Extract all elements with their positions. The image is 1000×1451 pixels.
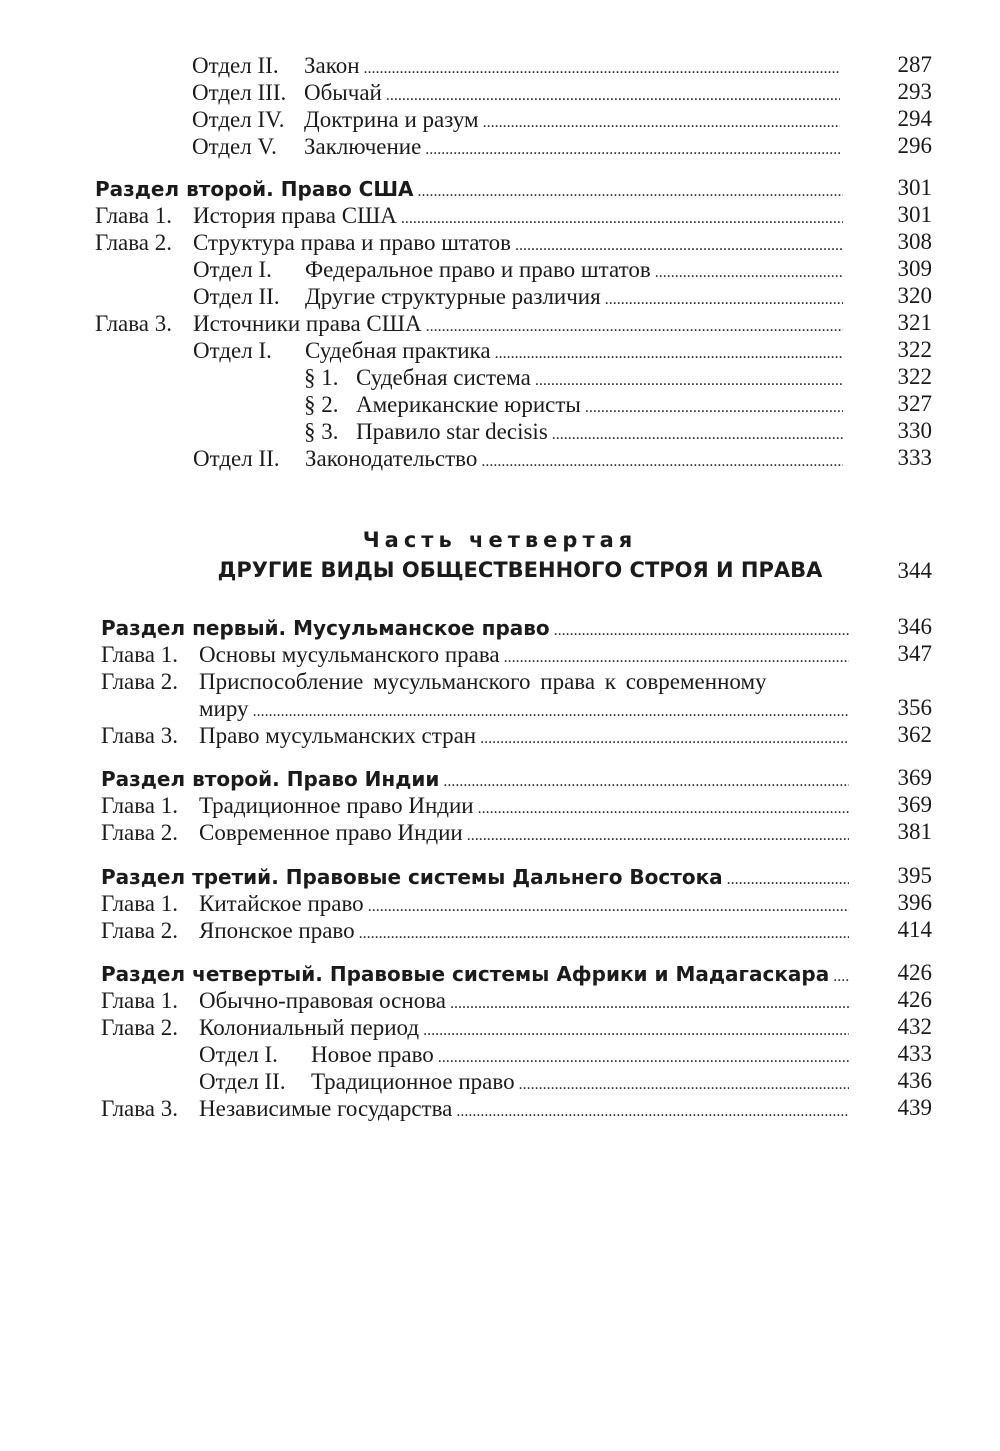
page-number: 414 [897,917,932,942]
entry-title: Основы мусульманского права [199,642,500,667]
page-number: 322 [897,364,932,389]
leader-dots [519,1068,849,1098]
page-number: 301 [897,202,932,227]
leader-dots [425,133,840,163]
toc-entry [101,1014,853,1044]
entry-label: Глава 2. [101,1015,179,1040]
leader-dots [450,987,849,1017]
leader-dots [438,1041,849,1071]
page-number: 347 [897,641,932,666]
part-kicker: Часть четвертая [362,528,638,552]
entry-label: § 3. [304,419,339,444]
leader-dots [426,310,843,340]
entry-label: Отдел I. [199,1042,278,1067]
entry-title: История права США [193,203,397,228]
entry-title: Заключение [304,134,422,159]
entry-label: Отдел I. [193,257,272,282]
entry-title: Американские юристы [356,392,581,417]
toc-entry [95,229,847,259]
leader-dots [554,614,849,644]
page-number: 287 [897,52,932,77]
leader-dots [418,175,843,205]
entry-label: Глава 1. [101,891,179,916]
toc-entry [199,1068,853,1098]
toc-entry [193,445,847,475]
leader-dots [515,229,843,259]
toc-entry [101,722,853,752]
section-label: Раздел четвертый. [101,962,323,986]
entry-title: Право мусульманских стран [199,723,477,748]
page-number: 294 [897,106,932,131]
page-number: 330 [897,418,932,443]
entry-title: Новое право [311,1042,434,1067]
entry-label: Глава 3. [101,723,179,748]
toc-entry [101,792,853,822]
entry-title: Доктрина и разум [304,107,479,132]
toc-entry [193,337,847,367]
entry-label: Отдел III. [192,80,287,105]
entry-title: Судебная практика [305,338,491,363]
leader-dots [483,106,840,136]
page-number: 362 [897,722,932,747]
page-number: 432 [897,1014,932,1039]
leader-dots [443,765,849,795]
toc-entry [95,310,847,340]
entry-title: Судебная система [356,365,531,390]
toc-entry [101,917,853,947]
entry-label: Глава 1. [101,642,179,667]
page-number: 369 [897,792,932,817]
toc-entry [304,364,847,394]
section-label: Раздел второй. [101,767,280,791]
page-number: 395 [897,863,932,888]
entry-title: Правило star decisis [356,419,548,444]
page-number: 320 [897,283,932,308]
toc-entry [101,890,853,920]
toc-section-entry [101,614,853,644]
entry-label: Отдел II. [199,1069,286,1094]
entry-title: Японское право [199,918,355,943]
leader-dots [655,256,843,286]
entry-title: Обычай [304,80,382,105]
toc-section-entry [101,863,853,893]
section-title: Право США [280,177,414,201]
page-number: 322 [897,337,932,362]
page-number: 293 [897,79,932,104]
entry-label: § 1. [304,365,339,390]
entry-title: Традиционное право Индии [199,793,474,818]
entry-title: Законодательство [305,446,478,471]
entry-title: Структура права и право штатов [193,230,511,255]
entry-title: Колониальный период [199,1015,420,1040]
toc-section-entry [101,960,853,990]
page-number: 308 [897,229,932,254]
leader-dots [423,1014,849,1044]
page-number: 327 [897,391,932,416]
part-title: ДРУГИЕ ВИДЫ ОБЩЕСТВЕННОГО СТРОЯ И ПРАВА [217,558,823,582]
toc-entry [101,987,853,1017]
toc-entry [101,1095,853,1125]
entry-label: Глава 2. [95,230,173,255]
leader-dots [368,890,849,920]
toc-entry [192,52,844,82]
page-number: 356 [897,695,932,720]
page-number: 426 [897,960,932,985]
toc-entry [101,641,853,671]
entry-label: Глава 1. [101,793,179,818]
leader-dots [359,917,849,947]
toc-entry [192,106,844,136]
page-number: 381 [897,819,932,844]
page-number: 426 [897,987,932,1012]
toc-entry [199,1041,853,1071]
toc-entry [192,79,844,109]
entry-title: Традиционное право [311,1069,515,1094]
entry-label: Глава 3. [95,311,173,336]
leader-dots [481,445,843,475]
toc-entry [101,668,853,695]
leader-dots [467,819,849,849]
leader-dots [504,641,849,671]
toc-entry [304,418,847,448]
leader-dots [552,418,843,448]
leader-dots [253,695,849,725]
entry-title: Обычно-правовая основа [199,988,446,1013]
entry-label: Глава 3. [101,1096,179,1121]
leader-dots [585,391,843,421]
entry-label: § 2. [304,392,339,417]
toc-entry [193,256,847,286]
section-title: Правовые системы Африки и Мадагаскара [329,962,830,986]
leader-dots [456,1095,849,1125]
toc-entry-continuation [199,695,853,725]
leader-dots [535,364,843,394]
page-number: 396 [897,890,932,915]
leader-dots [480,722,849,752]
toc-section-entry [101,765,853,795]
entry-label: Отдел V. [192,134,277,159]
page-number: 439 [897,1095,932,1120]
toc-section-entry [95,175,847,205]
entry-title: Китайское право [199,891,364,916]
section-title: Правовые системы Дальнего Востока [285,865,723,889]
leader-dots [401,202,843,232]
toc-entry [193,283,847,313]
section-title: Право Индии [286,767,440,791]
leader-dots [478,792,849,822]
section-label: Раздел третий. [101,865,279,889]
leader-dots [386,79,840,109]
entry-title: Федеральное право и право штатов [305,257,651,282]
page-number: 309 [897,256,932,281]
entry-label: Отдел I. [193,338,272,363]
entry-title: Закон [304,53,360,78]
page-number: 344 [897,558,932,583]
entry-label: Отдел II. [192,53,279,78]
page-number: 296 [897,133,932,158]
entry-title: Независимые государства [199,1096,453,1121]
page-number: 301 [897,175,932,200]
entry-label: Отдел II. [193,284,280,309]
page-number: 369 [897,765,932,790]
toc-entry [304,391,847,421]
entry-label: Отдел II. [193,446,280,471]
section-label: Раздел первый. [101,616,287,640]
leader-dots [364,52,840,82]
leader-dots [495,337,843,367]
entry-title: Современное право Индии [199,820,463,845]
entry-label: Глава 2. [101,669,179,694]
leader-dots [605,283,843,313]
leader-dots [833,960,849,990]
entry-label: Отдел IV. [192,107,285,132]
entry-label: Глава 2. [101,820,179,845]
page-number: 346 [897,614,932,639]
page-number: 333 [897,445,932,470]
entry-title: Источники права США [193,311,422,336]
page-number: 436 [897,1068,932,1093]
entry-label: Глава 1. [95,203,173,228]
section-label: Раздел второй. [95,177,274,201]
entry-title: Приспособление мусульманского права к современному [199,669,767,694]
leader-dots [727,863,849,893]
page-number: 321 [897,310,932,335]
entry-label: Глава 1. [101,988,179,1013]
section-title: Мусульманское право [293,616,550,640]
toc-entry [101,819,853,849]
toc-entry [192,133,844,163]
entry-title-continuation: миру [199,696,249,721]
entry-title: Другие структурные различия [305,284,601,309]
toc-entry [95,202,847,232]
page-number: 433 [897,1041,932,1066]
entry-label: Глава 2. [101,918,179,943]
